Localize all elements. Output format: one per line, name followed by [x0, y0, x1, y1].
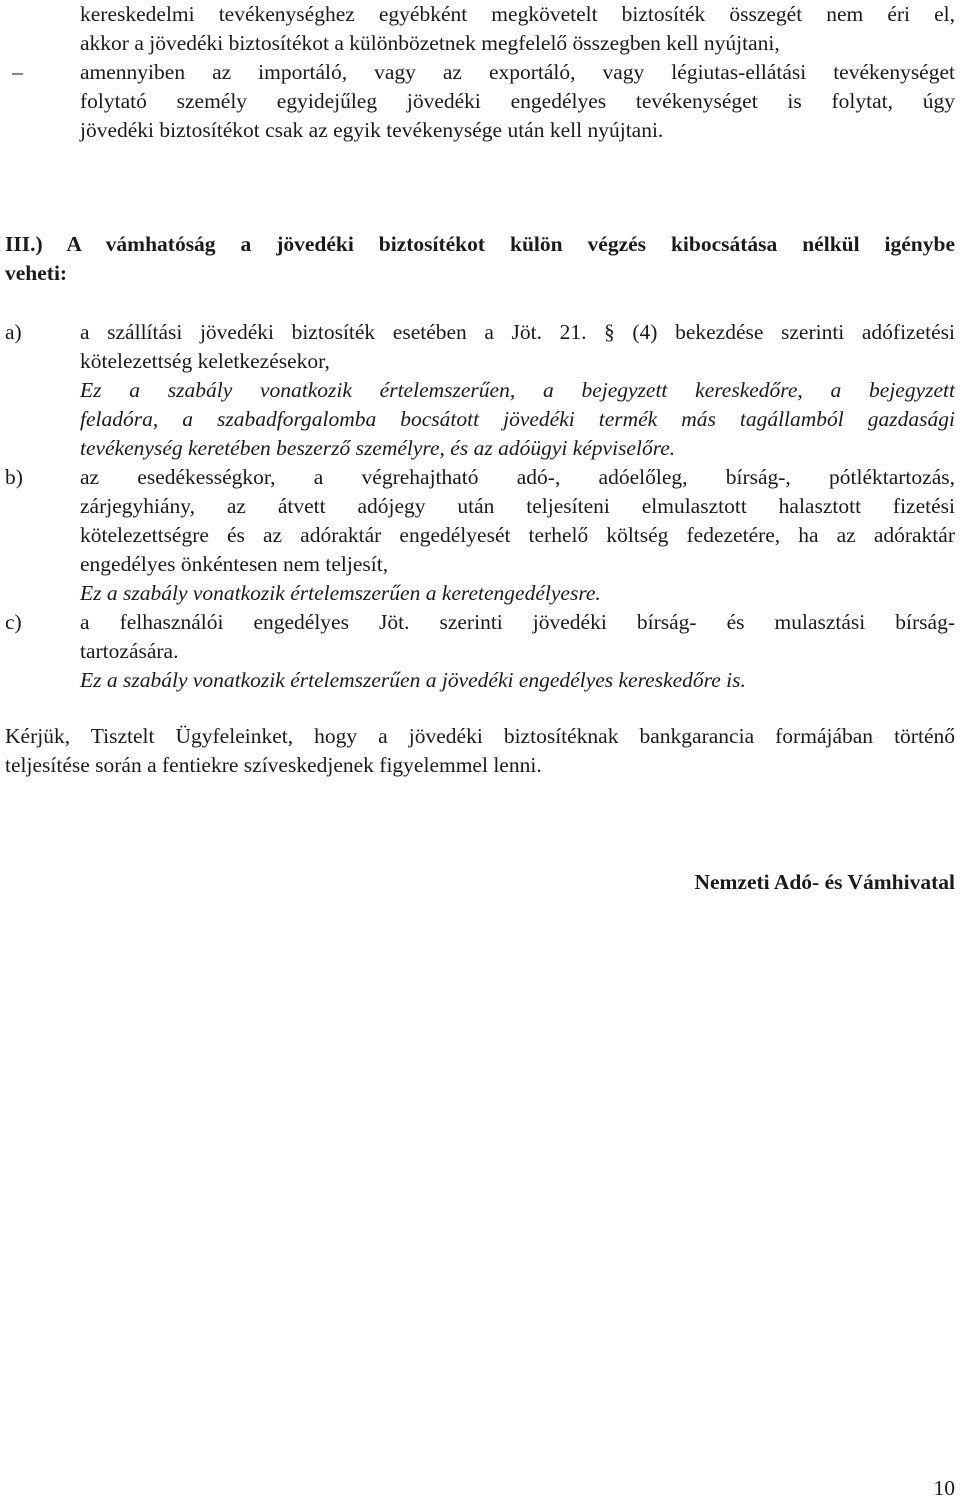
closing-paragraph — [5, 722, 955, 780]
list-item-line: az esedékességkor, a végrehajtható adó-, adóelőleg, bírság-, pótléktartozás, — [80, 465, 955, 489]
page-number: 10 — [933, 1476, 955, 1500]
list-item-note-line: tevékenység keretében beszerző személyre, és az adóügyi képviselőre. — [80, 436, 676, 460]
list-item-line: amennyiben az importáló, vagy az exportáló, vagy légiutas-ellátási tevékenységet — [80, 60, 955, 84]
list-item-line: kötelezettség keletkezésekor, — [80, 349, 330, 373]
continuation-paragraph — [80, 0, 955, 58]
signature: Nemzeti Adó- és Vámhivatal — [694, 870, 955, 894]
heading-line: III.) A vámhatóság a jövedéki biztosítékot külön végzés kibocsátása nélkül igénybe — [5, 232, 955, 256]
heading-line: veheti: — [5, 261, 68, 285]
paragraph-line: akkor a jövedéki biztosítékot a különbözetnek megfelelő összegben kell nyújtani, — [80, 31, 780, 55]
list-item-line: zárjegyhiány, az átvett adójegy után teljesíteni elmulasztott halasztott fizetési — [80, 494, 955, 518]
list-item-line: engedélyes önkéntesen nem teljesít, — [80, 552, 389, 576]
list-item-body — [80, 608, 955, 695]
list-item-note-line: Ez a szabály vonatkozik értelemszerűen, a bejegyzett kereskedőre, a bejegyzett — [80, 378, 955, 402]
list-item-line: kötelezettségre és az adóraktár engedélyesét terhelő költség fedezetére, ha az adóraktár — [80, 523, 955, 547]
list-item-note-line: Ez a szabály vonatkozik értelemszerűen a keretengedélyesre. — [80, 581, 601, 605]
list-item-line: a felhasználói engedélyes Jöt. szerinti jövedéki bírság- és mulasztási bírság- — [80, 610, 955, 634]
list-item-line: tartozására. — [80, 639, 179, 663]
section-heading — [5, 230, 955, 288]
paragraph-line: teljesítése során a fentiekre szíveskedjenek figyelemmel lenni. — [5, 753, 542, 777]
list-item-body — [80, 318, 955, 463]
list-marker: c) — [5, 610, 22, 634]
list-item-note-line: Ez a szabály vonatkozik értelemszerűen a jövedéki engedélyes kereskedőre is. — [80, 668, 746, 692]
list-item-line: a szállítási jövedéki biztosíték esetében a Jöt. 21. § (4) bekezdése szerinti adófizetési — [80, 320, 955, 344]
paragraph-line: kereskedelmi tevékenységhez egyébként megkövetelt biztosíték összegét nem éri el, — [80, 2, 955, 26]
paragraph-line: Kérjük, Tisztelt Ügyfeleinket, hogy a jövedéki biztosítéknak bankgarancia formájában történő — [5, 724, 955, 748]
list-marker: a) — [5, 320, 22, 344]
list-item-line: jövedéki biztosítékot csak az egyik tevékenysége után kell nyújtani. — [80, 118, 664, 142]
dash-list-item — [80, 58, 955, 145]
list-marker: b) — [5, 465, 23, 489]
dash-marker: – — [12, 60, 23, 84]
list-item-note-line: feladóra, a szabadforgalomba bocsátott jövedéki termék más tagállamból gazdasági — [80, 407, 955, 431]
list-item-line: folytató személy egyidejűleg jövedéki engedélyes tevékenységet is folytat, úgy — [80, 89, 955, 113]
list-item-body — [80, 463, 955, 608]
